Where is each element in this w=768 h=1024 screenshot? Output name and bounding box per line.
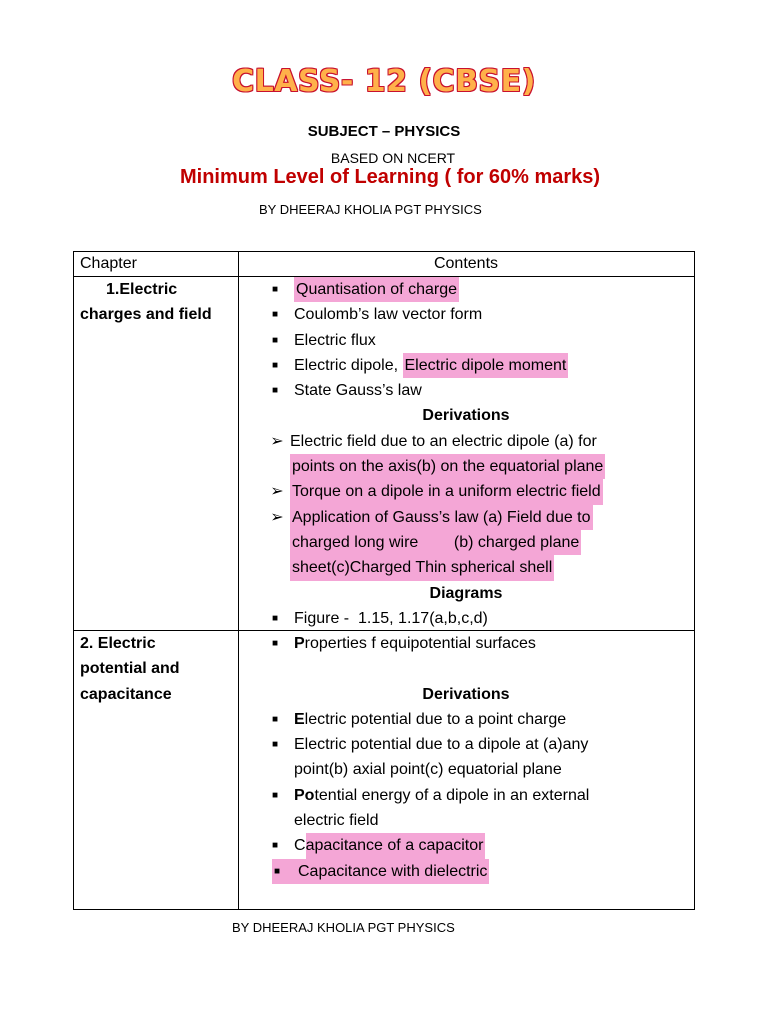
topic-text: tential energy of a dipole in an external	[314, 786, 590, 804]
list-item-continuation	[238, 555, 694, 580]
list-item	[238, 378, 694, 403]
table-border-left	[73, 251, 74, 910]
derivations-heading: Derivations	[422, 407, 510, 425]
chapter-2-line3: capacitance	[80, 685, 172, 703]
list-item-continuation	[238, 530, 694, 555]
table-border-bottom	[73, 909, 695, 910]
arrow-bullet-icon: ➢	[270, 508, 284, 526]
subject-heading: SUBJECT – PHYSICS	[307, 123, 461, 140]
document-title: CLASS- 12 (CBSE)	[232, 64, 536, 99]
list-item	[238, 479, 694, 504]
topic-text: Figure - 1.15, 1.17(a,b,c,d)	[294, 609, 488, 627]
topic-text: roperties f equipotential surfaces	[304, 635, 536, 652]
topic-text: Quantisation of charge	[294, 277, 459, 302]
chapter-1-name	[80, 277, 212, 328]
square-bullet-icon: ■	[272, 309, 279, 321]
topic-text: Electric dipole,	[294, 356, 403, 374]
arrow-bullet-icon: ➢	[270, 432, 284, 450]
topic-text: lectric potential due to a point charge	[304, 710, 567, 728]
list-item	[238, 606, 694, 631]
topic-text-highlighted: Electric dipole moment	[403, 353, 569, 378]
list-item	[238, 631, 694, 656]
square-bullet-icon: ■	[272, 385, 279, 397]
topic-text-highlighted: sheet(c)Charged Thin spherical shell	[290, 555, 554, 580]
list-item	[238, 783, 694, 808]
chapter-1-contents	[238, 277, 694, 631]
topic-text: Electric field due to an electric dipole (a) for	[290, 432, 597, 450]
topic-text-bold: Po	[294, 786, 315, 804]
topic-text-highlighted: apacitance of a capacitor	[306, 833, 486, 858]
square-bullet-icon: ■	[272, 612, 279, 624]
topic-text: electric field	[294, 812, 379, 830]
chapter-2-line2: potential and	[80, 660, 180, 678]
square-bullet-icon: ■	[272, 638, 279, 649]
arrow-bullet-icon: ➢	[270, 483, 284, 501]
column-header-chapter: Chapter	[80, 255, 137, 272]
chapter-2-contents	[238, 631, 694, 884]
list-item	[238, 302, 694, 327]
square-bullet-icon: ■	[272, 739, 279, 751]
list-item	[238, 505, 694, 530]
footer-byline: BY DHEERAJ KHOLIA PGT PHYSICS	[232, 920, 455, 935]
chapter-2-line1: 2. Electric	[80, 635, 156, 652]
topic-text-highlighted: points on the axis(b) on the equatorial plane	[290, 454, 605, 479]
square-bullet-icon: ■	[272, 334, 279, 346]
table-border-right	[694, 251, 695, 910]
list-item-continuation	[238, 454, 694, 479]
topic-text-bold: E	[294, 710, 305, 728]
topic-text-highlighted: Capacitance with dielectric	[296, 859, 489, 884]
author-byline: BY DHEERAJ KHOLIA PGT PHYSICS	[259, 202, 482, 217]
chapter-2-name	[80, 631, 180, 707]
square-bullet-icon: ■	[272, 284, 279, 295]
list-item	[238, 277, 694, 302]
topic-text-highlighted: Torque on a dipole in a uniform electric field	[290, 479, 603, 504]
list-item	[238, 833, 694, 858]
list-item	[238, 732, 694, 757]
topic-text-highlighted: charged long wire (b) charged plane	[290, 530, 581, 555]
square-bullet-icon: ■	[272, 859, 296, 884]
list-item	[238, 707, 694, 732]
mll-heading: Minimum Level of Learning ( for 60% marks)	[180, 166, 601, 188]
list-item	[238, 353, 694, 378]
square-bullet-icon: ■	[272, 840, 279, 852]
topic-text-bold: P	[294, 635, 305, 652]
topic-text: C	[294, 837, 306, 855]
topic-text: Coulomb’s law vector form	[294, 306, 483, 324]
chapter-1-line2: charges and field	[80, 306, 212, 324]
topic-text: Electric flux	[294, 331, 376, 349]
square-bullet-icon: ■	[272, 359, 279, 371]
topic-text: Electric potential due to a dipole at (a)any	[294, 736, 589, 754]
square-bullet-icon: ■	[272, 713, 279, 725]
diagrams-heading: Diagrams	[429, 584, 503, 602]
column-header-contents: Contents	[433, 255, 499, 272]
blank-line	[238, 656, 694, 681]
square-bullet-icon: ■	[272, 789, 279, 801]
chapter-1-line1: 1.Electric	[106, 281, 178, 298]
based-on-text: BASED ON NCERT	[330, 150, 456, 166]
topic-text-highlighted: Application of Gauss’s law (a) Field due to	[290, 505, 593, 530]
list-item-continuation	[238, 808, 694, 833]
topic-text: State Gauss’s law	[294, 382, 422, 400]
derivations-heading: Derivations	[422, 685, 510, 703]
list-item	[238, 429, 694, 454]
list-item	[238, 328, 694, 353]
topic-text: point(b) axial point(c) equatorial plane	[294, 761, 562, 779]
list-item-continuation	[238, 757, 694, 782]
list-item	[238, 859, 694, 884]
